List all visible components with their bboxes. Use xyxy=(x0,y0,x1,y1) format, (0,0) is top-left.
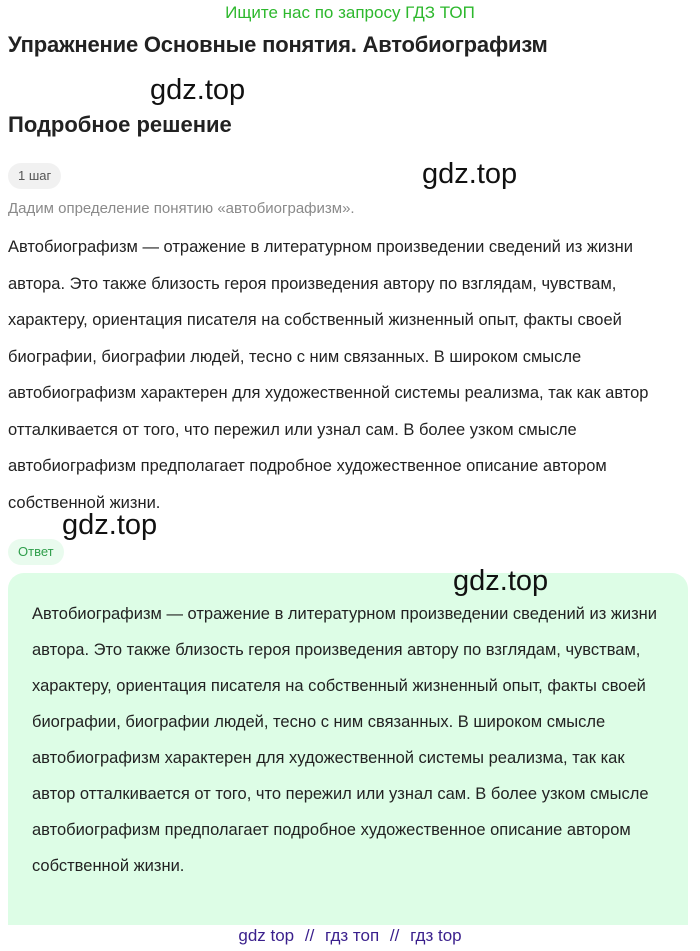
footer-links xyxy=(0,925,700,947)
section-heading: Подробное решение xyxy=(8,112,232,137)
solution-text: Автобиографизм — отражение в литературном произведении сведений из жизни автора. Это также близость героя произведения автору по взглядам, чувствам, характеру, ориентация писателя на собственный жизненный опыт, факты своей биографии, биографии людей, тесно с ним связанных. В широком смысле автобиографизм характерен для художественной системы реализма, так как автор отталкивается от того, что пережил или узнал сам. В более узком смысле автобиографизм предполагает подробное художественное описание автором собственной жизни. xyxy=(8,238,649,512)
watermark: gdz.top xyxy=(150,74,246,106)
answer-badge: Ответ xyxy=(8,539,64,565)
footer-separator: // xyxy=(304,926,315,945)
answer-text: Автобиографизм — отражение в литературном произведении сведений из жизни автора. Это также близость героя произведения автору по взглядам, чувствам, характеру, ориентация писателя на собственный жизненный опыт, факты своей биографии, биографии людей, тесно с ним связанных. В широком смысле автобиографизм характерен для художественной системы реализма, так как автор отталкивается от того, что пережил или узнал сам. В более узком смысле автобиографизм предполагает подробное художественное описание автором собственной жизни. xyxy=(32,605,657,875)
watermark: gdz.top xyxy=(453,565,549,597)
footer-link-gdz-top[interactable]: gdz top xyxy=(238,926,295,945)
footer-link-gdz-top-mixed[interactable]: гдз top xyxy=(410,926,462,945)
step-intro: Дадим определение понятию «автобиографизм». xyxy=(8,200,355,217)
watermark: gdz.top xyxy=(422,158,518,190)
page-title: Упражнение Основные понятия. Автобиографизм xyxy=(8,32,548,57)
search-banner: Ищите нас по запросу ГДЗ ТОП xyxy=(225,3,475,22)
footer-separator: // xyxy=(389,926,400,945)
watermark: gdz.top xyxy=(62,509,158,541)
footer-link-gdz-top-ru[interactable]: гдз топ xyxy=(325,926,380,945)
step-badge: 1 шаг xyxy=(8,163,61,189)
